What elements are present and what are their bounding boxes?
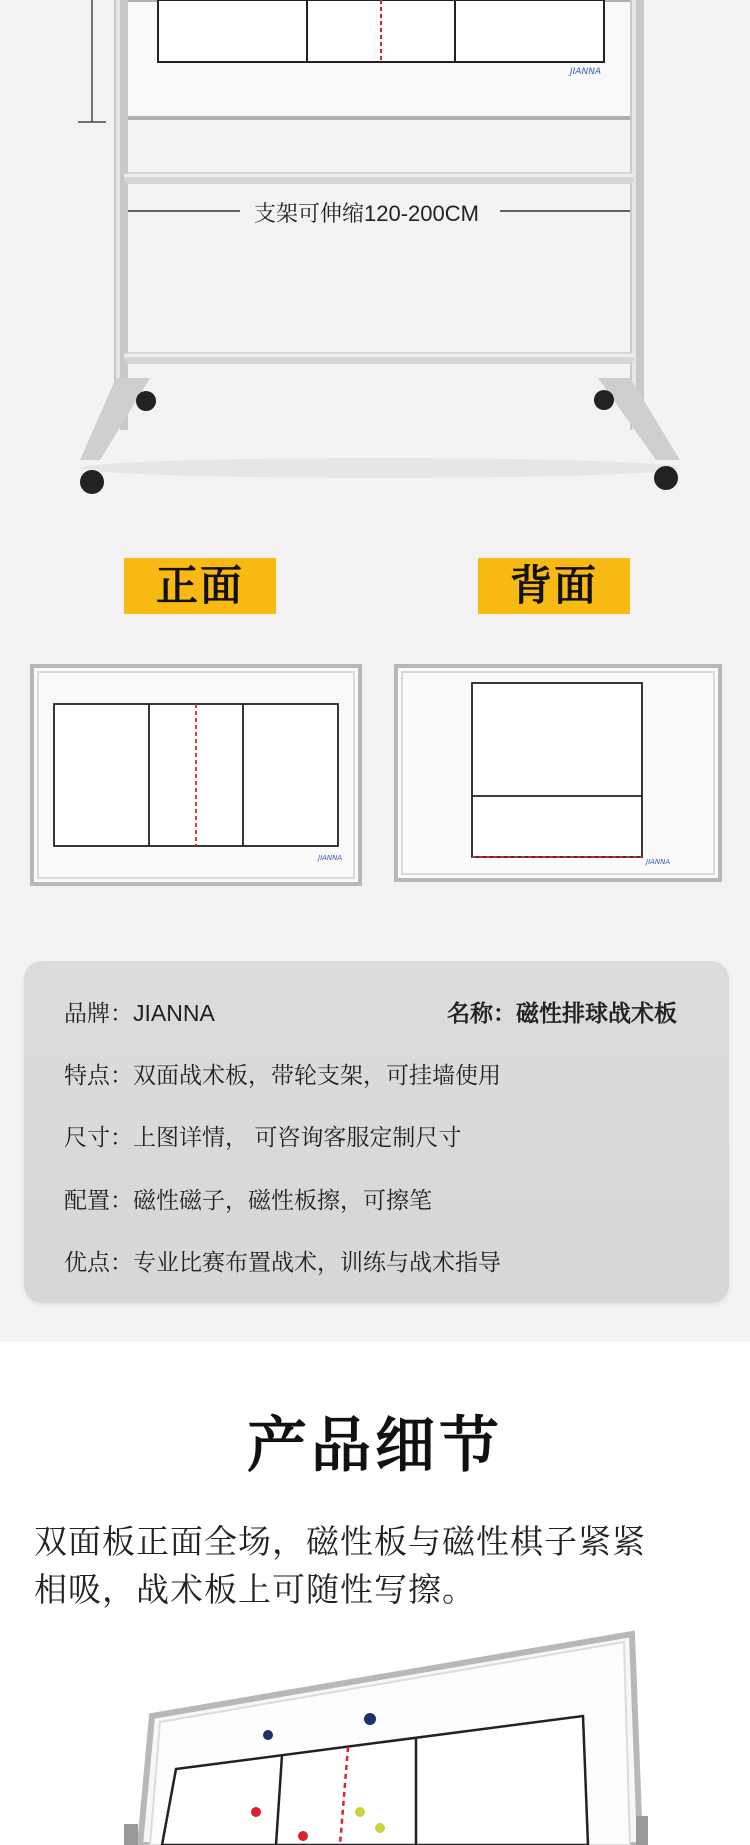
- rolling-stand-illustration: [0, 0, 750, 540]
- feature-value: 双面战术板，带轮支架，可挂墙使用: [133, 1062, 501, 1088]
- stand-caption: 支架可伸缩120-200CM: [252, 197, 481, 228]
- advantage-label: 优点：: [64, 1249, 133, 1275]
- size-value: 上图详情， 可咨询客服定制尺寸: [133, 1124, 462, 1150]
- back-side-badge: 背面: [478, 558, 630, 614]
- name-label: 名称：: [447, 1000, 516, 1026]
- description-line-2: 相吸，战术板上可随性写擦。: [34, 1571, 476, 1608]
- tilted-board-with-magnets: [100, 1624, 660, 1845]
- brand-row: [64, 995, 215, 1028]
- name-value: 磁性排球战术板: [516, 1000, 677, 1026]
- product-info-card: [24, 961, 729, 1303]
- name-row: [447, 995, 677, 1028]
- brand-label: 品牌：: [64, 1000, 133, 1026]
- advantage-value: 专业比赛布置战术，训练与战术指导: [133, 1249, 501, 1275]
- feature-label: 特点：: [64, 1062, 133, 1088]
- svg-text:JIANNA: JIANNA: [318, 854, 343, 862]
- size-label: 尺寸：: [64, 1124, 133, 1150]
- section-title: 产品细节: [247, 1412, 503, 1479]
- svg-text:JIANNA: JIANNA: [570, 67, 602, 77]
- back-half-court-board: [394, 664, 722, 882]
- front-court-board: [30, 664, 362, 886]
- config-label: 配置：: [64, 1187, 133, 1213]
- description-line-1: 双面板正面全场，磁性板与磁性棋子紧紧: [34, 1523, 646, 1560]
- brand-value: JIANNA: [133, 1000, 215, 1026]
- config-row: [64, 1182, 432, 1215]
- config-value: 磁性磁子，磁性板擦，可擦笔: [133, 1187, 432, 1213]
- front-side-badge: 正面: [124, 558, 276, 614]
- details-description: [34, 1518, 724, 1614]
- feature-row: [64, 1057, 501, 1090]
- svg-text:JIANNA: JIANNA: [646, 858, 671, 866]
- size-row: [64, 1119, 461, 1152]
- advantage-row: [64, 1244, 501, 1277]
